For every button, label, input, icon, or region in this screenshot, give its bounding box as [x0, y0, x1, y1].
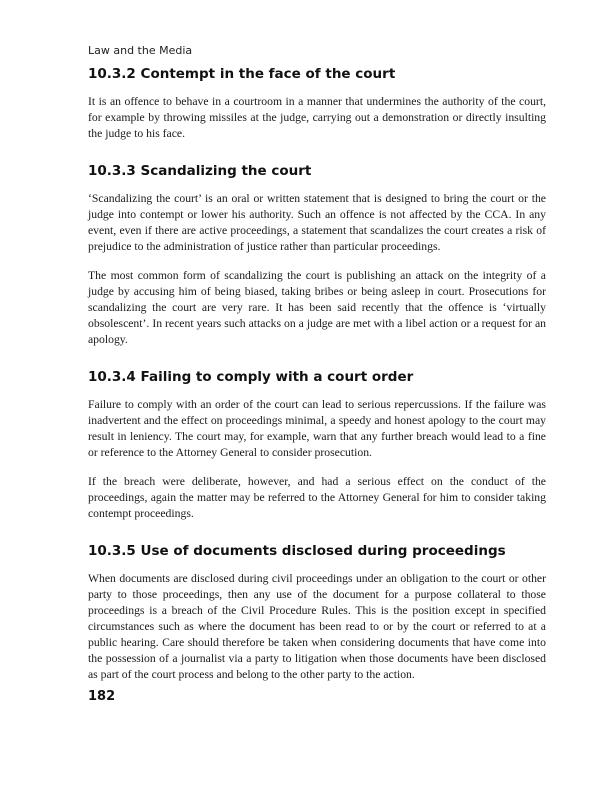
- section-heading: 10.3.2 Contempt in the face of the court: [88, 66, 396, 82]
- paragraph: ‘Scandalizing the court’ is an oral or written statement that is designed to bring the court or the judge into contempt or lower his authority. Such an offence is not affected by the CCA. In any event, even if there are active proceedings, a statement that scandalizes the court creates a risk of prejudice to the administration of justice rather than particular proceedings.: [88, 192, 546, 253]
- section-failing-court-order: [88, 369, 546, 522]
- section-contempt-face-of-court: [88, 66, 546, 142]
- section-heading: 10.3.4 Failing to comply with a court order: [88, 369, 414, 385]
- paragraph: When documents are disclosed during civil proceedings under an obligation to the court or other party to those proceedings, then any use of the document for a purpose collateral to those proceedings is a breach of the Civil Procedure Rules. This is the position except in specified circumstances such as where the document has been read to or by the court or referred to at a public hearing. Care should therefore be taken when considering documents that have come into the possession of a journalist via a party to litigation when those documents have been disclosed as part of the court process and belong to the other party to the action.: [88, 572, 546, 681]
- section-heading: 10.3.3 Scandalizing the court: [88, 163, 312, 179]
- page-number: 182: [88, 689, 116, 704]
- paragraph: Failure to comply with an order of the court can lead to serious repercussions. If the failure was inadvertent and the effect on proceedings minimal, a speedy and honest apology to the court may result in leniency. The court may, for example, warn that any further breach would lead to a fine or reference to the Attorney General to consider prosecution.: [88, 398, 546, 459]
- section-documents-disclosed: [88, 543, 546, 683]
- running-head: Law and the Media: [88, 44, 193, 57]
- section-scandalizing-court: [88, 163, 546, 348]
- paragraph: It is an offence to behave in a courtroom in a manner that undermines the authority of the court, for example by throwing missiles at the judge, carrying out a demonstration or directly insulting the judge to his face.: [88, 95, 546, 140]
- document-page: [88, 44, 546, 705]
- paragraph: The most common form of scandalizing the court is publishing an attack on the integrity of a judge by accusing him of being biased, taking bribes or being asleep in court. Prosecutions for scandalizing the court are very rare. It has been said recently that the offence is ‘virtually obsolescent’. In recent years such attacks on a judge are met with a libel action or a request for an apology.: [88, 269, 546, 346]
- section-heading: 10.3.5 Use of documents disclosed during proceedings: [88, 543, 506, 559]
- paragraph: If the breach were deliberate, however, and had a serious effect on the conduct of the proceedings, again the matter may be referred to the Attorney General for him to consider taking contempt proceedings.: [88, 475, 546, 520]
